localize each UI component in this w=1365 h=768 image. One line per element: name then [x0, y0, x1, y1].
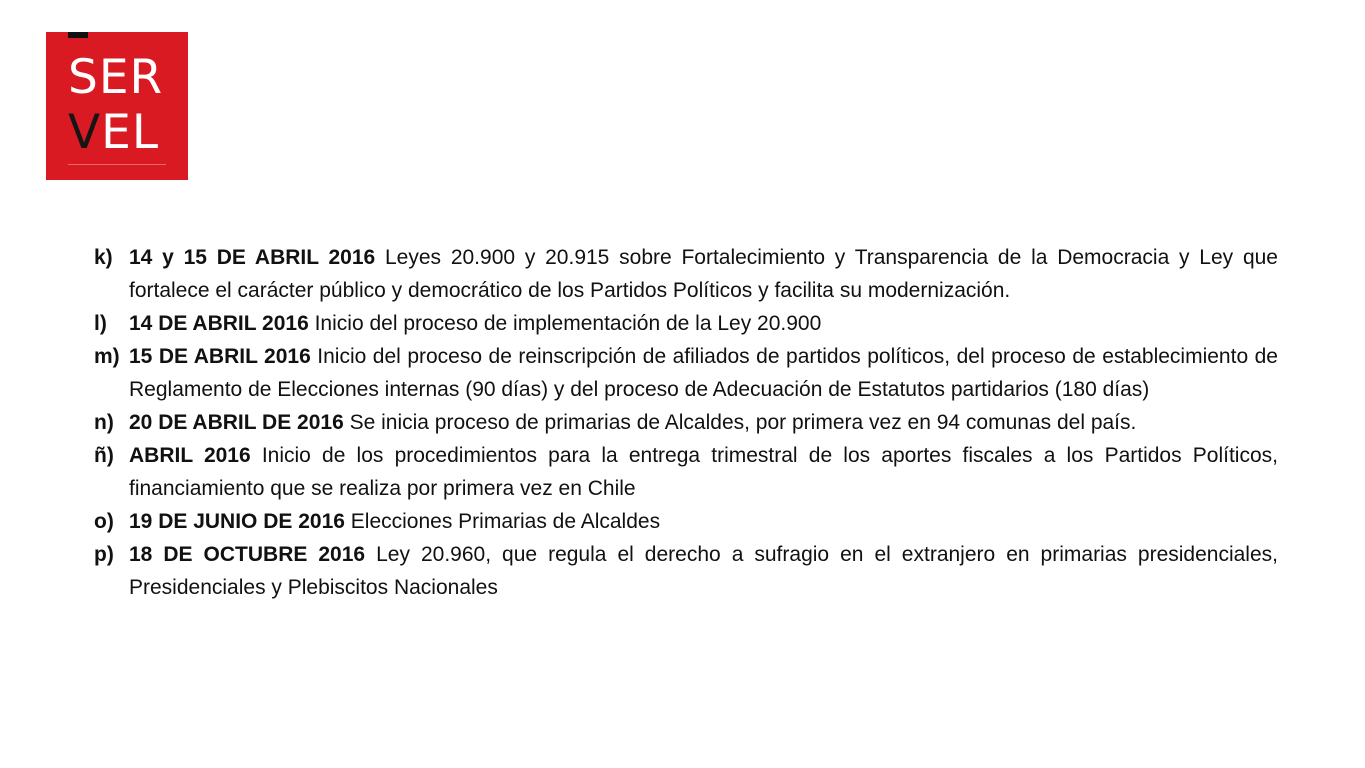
item-date: 19 DE JUNIO DE 2016: [129, 510, 345, 533]
item-date: 14 y 15 DE ABRIL 2016: [129, 246, 376, 269]
logo-rule: [68, 164, 166, 165]
list-item: [94, 505, 1278, 538]
item-text: Se inicia proceso de primarias de Alcaldes, por primera vez en 94 comunas del país.: [343, 411, 1137, 434]
logo-line-2: [68, 105, 188, 160]
logo-letters-el: EL: [101, 105, 160, 160]
list-item: [94, 538, 1278, 604]
servel-logo: [46, 32, 188, 180]
item-marker: l): [94, 312, 107, 335]
item-text: Ley 20.960, que regula el derecho a sufragio en el extranjero en primarias presidenciales, Presidenciales y Plebiscitos Nacionales: [129, 543, 1278, 599]
item-marker: k): [94, 246, 113, 269]
item-marker: o): [94, 510, 114, 533]
list-item: [94, 439, 1278, 505]
list-item: [94, 406, 1278, 439]
timeline-list: [94, 241, 1278, 604]
item-text: Elecciones Primarias de Alcaldes: [344, 510, 661, 533]
item-text: Inicio de los procedimientos para la entrega trimestral de los aportes fiscales a los Partidos Políticos, financiamiento que se realiza por primera vez en Chile: [129, 444, 1278, 500]
item-marker: n): [94, 411, 114, 434]
list-item: [94, 307, 1278, 340]
list-item: [94, 340, 1278, 406]
item-text: Inicio del proceso de reinscripción de afiliados de partidos políticos, del proceso de establecimiento de Reglamento de Elecciones internas (90 días) y del proceso de Adecuación de Estatutos partidarios (180 días): [129, 345, 1278, 401]
item-date: 20 DE ABRIL DE 2016: [129, 411, 344, 434]
list-item: [94, 241, 1278, 307]
item-text: Inicio del proceso de implementación de la Ley 20.900: [308, 312, 822, 335]
item-date: 18 DE OCTUBRE 2016: [129, 543, 366, 566]
item-date: 15 DE ABRIL 2016: [129, 345, 311, 368]
logo-notch: [68, 32, 88, 38]
item-date: ABRIL 2016: [129, 444, 251, 467]
item-text: Leyes 20.900 y 20.915 sobre Fortalecimiento y Transparencia de la Democracia y Ley que fortalece el carácter público y democrático de los Partidos Políticos y facilita su modernización.: [129, 246, 1278, 302]
item-marker: p): [94, 543, 114, 566]
item-marker: ñ): [94, 444, 114, 467]
logo-line-1: SER: [68, 50, 164, 105]
logo-letter-v: V: [68, 105, 102, 160]
item-marker: m): [94, 345, 120, 368]
item-date: 14 DE ABRIL 2016: [129, 312, 309, 335]
